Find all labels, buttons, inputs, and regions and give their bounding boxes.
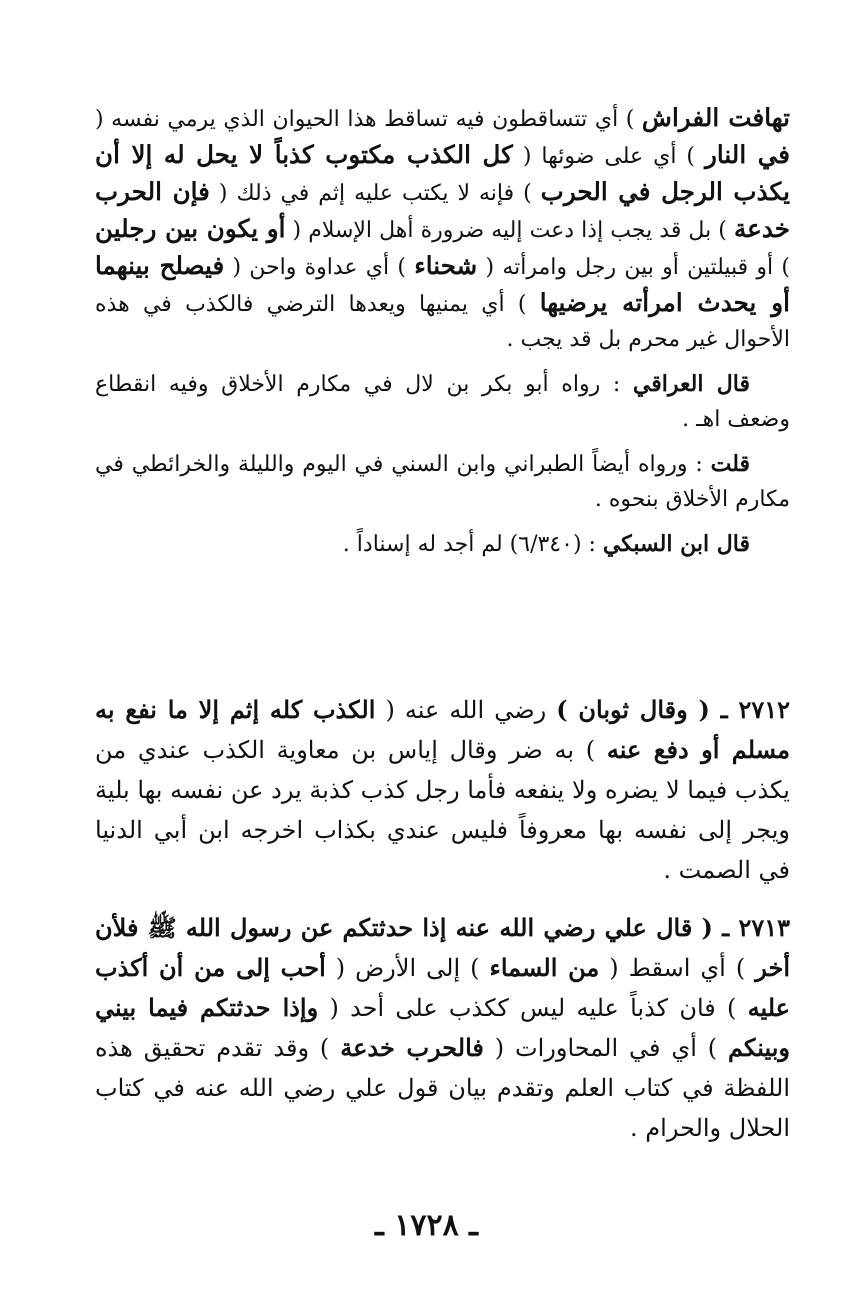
hadith-paragraph <box>95 690 790 890</box>
commentary-text: ) أي عداوة واحن ( <box>224 255 415 280</box>
hadith-text: الكذب كله إثم إلا ما نفع به مسلم أو دفع عنه <box>95 695 790 764</box>
quoted-phrase: فيصلح بينهما أو يحدث امرأته يرضيها <box>95 251 790 317</box>
note-text: : (٦/٣٤٠) لم أجد له إسناداً . <box>342 532 603 557</box>
quoted-phrase: كل الكذب مكتوب كذباً لا يحل له إلا أن يكذب الرجل في الحرب <box>95 140 790 206</box>
quoted-phrase: وإذا حدثتكم فيما بيني وبينكم <box>95 993 791 1062</box>
commentary-text: ) أي في المحاورات ( <box>483 1034 729 1062</box>
commentary-top <box>95 100 790 572</box>
quoted-phrase: شحناء <box>414 251 478 280</box>
quoted-phrase: فالحرب خدعة <box>340 1033 484 1062</box>
quoted-phrase: تهافت الفراش <box>641 103 791 132</box>
quoted-phrase: أحب إلى من أن أكذب عليه <box>95 953 790 1022</box>
note-text: : رواه أبو بكر بن لال في مكارم الأخلاق وفيه انقطاع وضعف اهـ . <box>95 372 790 432</box>
subki-note <box>95 527 790 562</box>
note-text: : ورواه أيضاً الطبراني وابن السني في اليوم والليلة والخرائطي في مكارم الأخلاق بنحوه . <box>95 452 790 512</box>
commentary-text: ) أي على ضوئها ( <box>512 144 705 169</box>
quoted-phrase: في النار <box>704 140 790 169</box>
commentary-text: ) فإنه لا يكتب عليه إثم في ذلك ( <box>209 181 541 206</box>
commentary-text: ) به ضر وقال إياس بن معاوية الكذب عندي من يكذب فيما لا يضره ولا ينفعه فأما رجل كذب كذبة يرد عن نفسه بها بلية ويجر إلى نفسه بها معروفاً فليس عندي بكذاب اخرجه ابن أبي الدنيا في الصمت . <box>95 736 790 884</box>
hadith-2712 <box>95 690 790 900</box>
page-number: ـ ١٧٢٨ ـ <box>375 1208 478 1243</box>
commentary-text: ) بل قد يجب إذا دعت إليه ضرورة أهل الإسلام ( <box>285 218 734 243</box>
commentary-text: ) أي اسقط ( <box>599 954 756 982</box>
commentary-text: ) أو قبيلتين أو بين رجل وامرأته ( <box>477 255 790 280</box>
note-label: قال العراقي <box>632 371 750 397</box>
iraqi-note <box>95 367 790 437</box>
hadith-2713 <box>95 908 790 1158</box>
commentary-text: رضي الله عنه ( <box>375 696 557 724</box>
quoted-phrase: أو يكون بين رجلين <box>95 214 286 243</box>
commentary-text: ) أي يمنيها ويعدها الترضي فالكذب في هذه الأحوال غير محرم بل قد يجب . <box>95 292 790 352</box>
quoted-phrase: من السماء <box>489 953 600 982</box>
hadith-paragraph <box>95 908 790 1148</box>
commentary-text: ) أي تتساقطون فيه تساقط هذا الحيوان الذي يرمي نفسه ( <box>95 107 642 132</box>
hadith-heading: ٢٧١٣ ـ ( قال علي رضي الله عنه إذا حدثتكم عن رسول الله ﷺ فلأن أخر <box>95 913 790 982</box>
commentary-text: ) فان كذباً عليه ليس ككذب على أحد ( <box>318 994 748 1022</box>
hadith-heading: ٢٧١٢ ـ ( وقال ثوبان ) <box>556 695 791 724</box>
note-label: قال ابن السبكي <box>602 531 750 557</box>
commentary-text: ) وقد تقدم تحقيق هذه اللفظة في كتاب العلم وتقدم بيان قول علي رضي الله عنه في كتاب الحلال والحرام . <box>95 1034 790 1142</box>
commentary-text: ) إلى الأرض ( <box>325 954 490 982</box>
commentary-paragraph <box>95 100 790 357</box>
quoted-phrase: فإن الحرب خدعة <box>95 177 791 243</box>
note-label: قلت <box>710 451 750 477</box>
author-note <box>95 447 790 517</box>
